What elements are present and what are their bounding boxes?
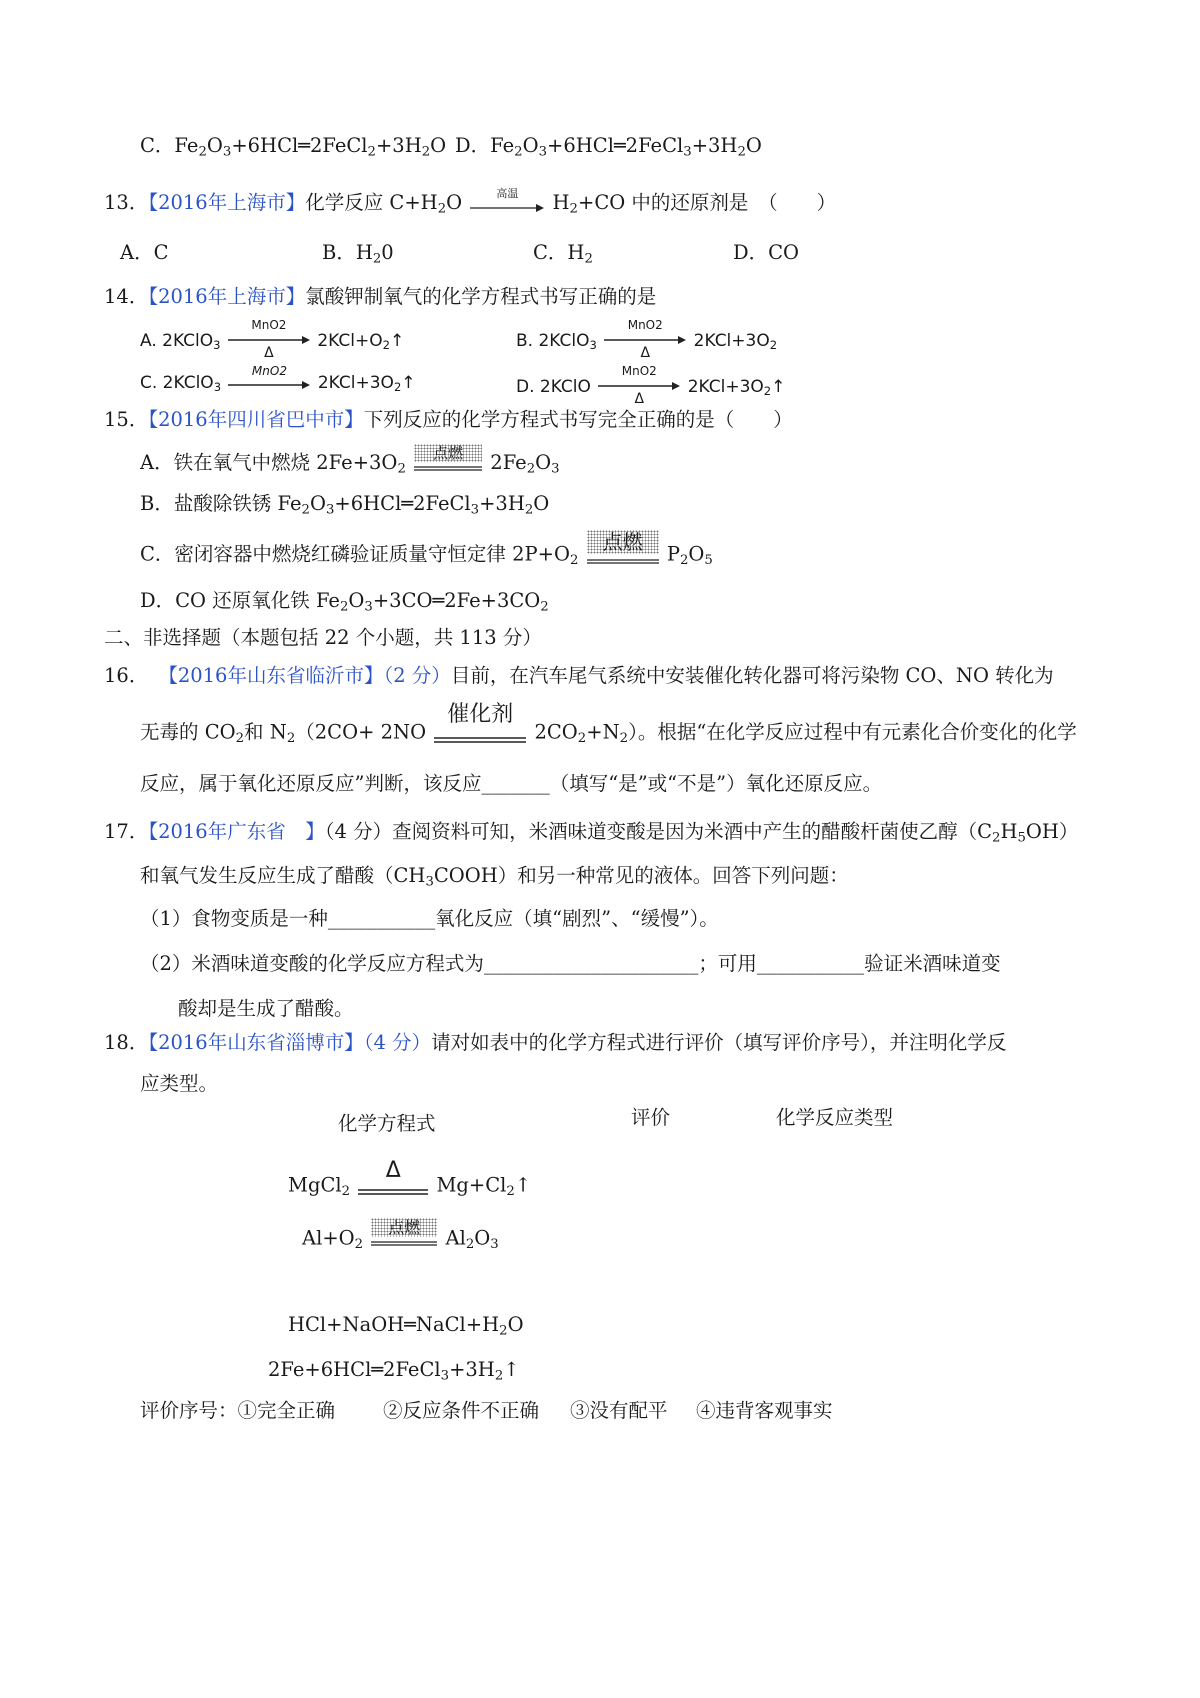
q14b-arrow: MnO2 Δ — [604, 326, 686, 356]
q15-option-b: B．盐酸除铁锈 $Fe_2O_3+6HCl═2FeCl_3+3H_2O$ — [140, 492, 550, 518]
q18-eq2-condition: 点燃 — [371, 1226, 437, 1252]
q15-stem: 15．【2016年四川省巴中市】下列反应的化学方程式书写完全正确的是（ ） — [104, 408, 793, 431]
q13-source: 【2016年上海市】 — [148, 191, 306, 214]
table-header-type: 化学反应类型 — [776, 1106, 894, 1129]
q13-option-a: A．C — [120, 241, 169, 264]
q12-option-d: D．$Fe_2O_3+6HCl═2FeCl_3+3H_2O$ — [455, 134, 762, 160]
q18-equation-2: $Al+O_2$ 点燃 $Al_2O_3$ — [302, 1218, 499, 1252]
q13-stem: 13．【2016年上海市】化学反应 $C+H_2O$ 高温 $H_2+CO$ 中的还原剂是 （ ） — [104, 186, 837, 217]
q17-part2-cont: 酸却是生成了醋酸。 — [178, 997, 354, 1020]
q15a-condition: 点燃 — [414, 452, 482, 476]
q14-source: 【2016年上海市】 — [148, 285, 306, 308]
q18-legend-4: ④违背客观事实 — [696, 1399, 833, 1422]
q14-option-c: C. 2KClO$_3$ MnO2 $2KCl+3O_2↑$ — [140, 364, 416, 394]
q14a-arrow: MnO2 Δ — [228, 326, 310, 356]
q16-source: 【2016年山东省临沂市】（2 分） — [158, 664, 451, 687]
q17-part1: （1）食物变质是一种___________氧化反应（填“剧烈”、“缓慢”）。 — [140, 907, 719, 930]
q13-option-c: C．$H_2$ — [533, 241, 593, 267]
q16-line1: 16． 【2016年山东省临沂市】（2 分）目前，在汽车尾气系统中安装催化转化器可将污染物 CO、NO 转化为 — [104, 664, 1054, 687]
q15c-condition: 点燃 — [587, 540, 659, 570]
q18-legend-2: ②反应条件不正确 — [383, 1399, 540, 1422]
q18-equation-4: $2Fe+6HCl═2FeCl_3+3H_2↑$ — [268, 1358, 520, 1384]
q15-option-a: A．铁在氧气中燃烧 $2Fe+3O_2$ 点燃 $2Fe_2O_3$ — [140, 443, 560, 477]
q14d-arrow: MnO2 Δ — [598, 372, 680, 402]
q16-line3: 反应，属于氧化还原反应”判断，该反应_______（填写“是”或“不是”）氧化还原反应。 — [140, 772, 883, 795]
q17-line1: 17．【2016年广东省 】（4 分）查阅资料可知，米酒味道变酸是因为米酒中产生的醋酸杆菌使乙醇$(C_2H_5OH)$ — [104, 820, 1079, 846]
q18-eq1-condition: Δ — [385, 1158, 401, 1183]
q17-line2: 和氧气发生反应生成了醋酸$(CH_3COOH)$和另一种常见的液体。回答下列问题： — [140, 864, 849, 890]
q18-legend-1: 评价序号：①完全正确 — [140, 1399, 336, 1422]
q14-stem: 14．【2016年上海市】氯酸钾制氧气的化学方程式书写正确的是 — [104, 285, 657, 308]
q14-option-b: B. 2KClO$_3$ MnO2 Δ $2KCl+3O_2$ — [516, 318, 778, 362]
q13-option-d: D．CO — [733, 241, 800, 264]
q18-equation-1: MgCl$_2$ Δ $Mg+Cl_2↑$ — [288, 1170, 531, 1202]
q15-source: 【2016年四川省巴中市】 — [148, 408, 364, 431]
q17-source: 【2016年广东省 】 — [148, 820, 325, 843]
q18-source: 【2016年山东省淄博市】（4 分） — [148, 1031, 432, 1054]
q16-line2: 无毒的 $CO_2$和 $N_2(2CO+ 2NO$ 催化剂 $2CO_2+N_2$）。根据“在化学反应过程中有元素化合价变化的化学 — [140, 716, 1077, 750]
q18-equation-3: $HCl+NaOH═NaCl+H_2O$ — [288, 1313, 524, 1339]
q12-option-c: C．$Fe_2O_3+6HCl═2FeCl_2+3H_2O$ — [140, 134, 447, 160]
q15-option-d: D．CO 还原氧化铁 $Fe_2O_3+3CO═2Fe+3CO_2$ — [140, 589, 549, 615]
section-heading: 二、非选择题（本题包括 22 个小题，共 113 分） — [104, 626, 542, 649]
q14c-arrow: MnO2 — [228, 372, 310, 394]
table-header-equation: 化学方程式 — [338, 1112, 436, 1135]
q13-option-b: B．$H_20$ — [322, 241, 394, 267]
q14-option-a: A. 2KClO$_3$ MnO2 Δ $2KCl+O_2↑$ — [140, 318, 405, 362]
q18-legend-3: ③没有配平 — [570, 1399, 668, 1422]
q18-line1: 18．【2016年山东省淄博市】（4 分）请对如表中的化学方程式进行评价（填写评价序号），并注明化学反 — [104, 1031, 1007, 1054]
q13-reaction-arrow: 高温 — [470, 193, 544, 215]
q14-option-d: D. 2KClO MnO2 Δ $2KCl+3O_2↑$ — [516, 364, 786, 408]
q17-part2: （2）米酒味道变酸的化学反应方程式为______________________；可用___________验证米酒味道变 — [140, 952, 1001, 975]
table-header-evaluation: 评价 — [631, 1106, 671, 1129]
q16-condition: 催化剂 — [447, 702, 514, 727]
q18-line2: 应类型。 — [140, 1072, 219, 1095]
q15-option-c: C．密闭容器中燃烧红磷验证质量守恒定律 $2P+O_2$ 点燃 $P_2O_5$ — [140, 540, 713, 570]
